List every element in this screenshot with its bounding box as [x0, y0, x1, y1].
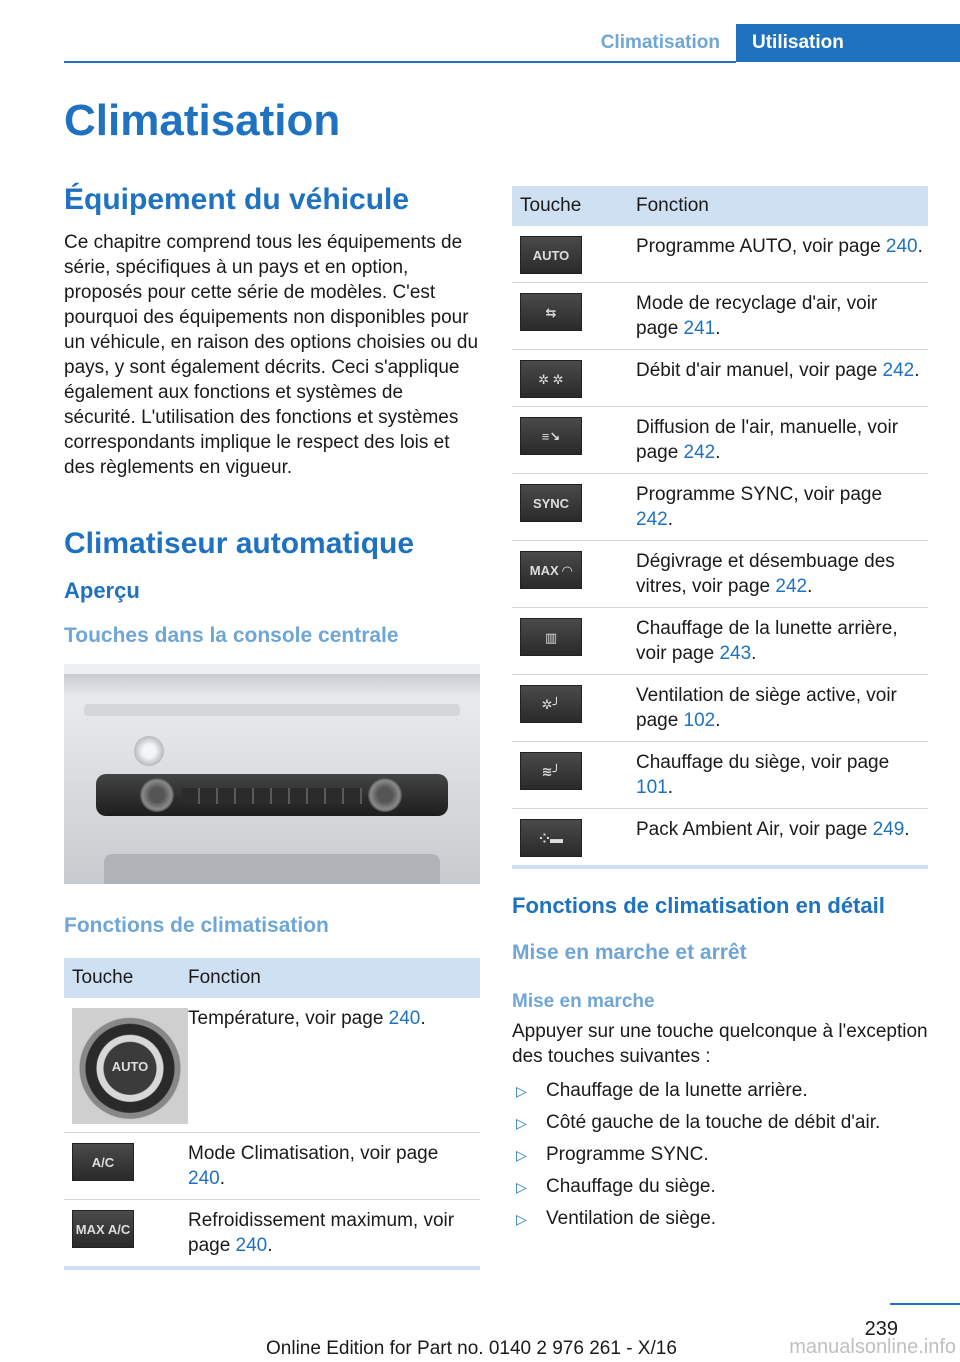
table-row: ▥ Chauffage de la lunette arrière, voir page 243. [512, 608, 928, 675]
ac-key-icon: A/C [72, 1143, 134, 1181]
page-link[interactable]: 242 [683, 442, 716, 463]
table-end-rule [512, 865, 928, 869]
left-column [64, 180, 480, 1270]
triangle-bullet-icon: ▷ [516, 1179, 527, 1195]
onoff-heading: Mise en marche et arrêt [512, 941, 747, 964]
detail-heading: Fonctions de climatisation en détail [512, 893, 885, 918]
list-item: ▷ Programme SYNC. [512, 1139, 928, 1171]
table-row: ✲ ✲ Débit d'air manuel, voir page 242. [512, 350, 928, 407]
triangle-bullet-icon: ▷ [516, 1083, 527, 1099]
table-row: A/C Mode Climatisation, voir page 240. [64, 1133, 480, 1200]
page-link[interactable]: 242 [636, 509, 668, 530]
fan-key-icon: ✲ ✲ [520, 360, 582, 398]
exception-list [512, 1075, 928, 1235]
page-title: Climatisation [64, 96, 341, 145]
functions-heading: Fonctions de climatisation [64, 914, 329, 937]
table-row: ⁘▬ Pack Ambient Air, voir page 249. [512, 809, 928, 866]
header-rule [64, 61, 736, 63]
table-row: ≡↘ Diffusion de l'air, manuelle, voir page 242. [512, 407, 928, 474]
page-link[interactable]: 243 [719, 643, 752, 664]
page-link[interactable]: 242 [775, 576, 808, 597]
recirculation-key-icon: ⇆ [520, 293, 582, 331]
tab-section: Climatisation [600, 32, 720, 53]
tab-chapter: Utilisation [736, 24, 960, 62]
table-row: ⇆ Mode de recyclage d'air, voir page 241. [512, 283, 928, 350]
page-link[interactable]: 241 [683, 318, 716, 339]
console-keys-heading: Touches dans la console centrale [64, 624, 399, 647]
triangle-bullet-icon: ▷ [516, 1211, 527, 1227]
page-link[interactable]: 249 [872, 819, 905, 840]
sync-key-icon: SYNC [520, 484, 582, 522]
page-link[interactable]: 240 [885, 236, 918, 257]
table-row: MAX A/C Refroidissement maximum, voir page 240. [64, 1200, 480, 1267]
table-row: ≋╯ Chauffage du siège, voir page 101. [512, 742, 928, 809]
col-header-key: Touche [64, 958, 188, 998]
apercu-heading: Aperçu [64, 578, 140, 603]
ambient-air-key-icon: ⁘▬ [520, 819, 582, 857]
table-end-rule [64, 1266, 480, 1270]
right-column [512, 186, 928, 1235]
console-photo [64, 664, 480, 884]
table-row: AUTO Température, voir page 240. [64, 998, 480, 1133]
triangle-bullet-icon: ▷ [516, 1147, 527, 1163]
seat-ventilation-key-icon: ✲╯ [520, 685, 582, 723]
rear-window-heating-key-icon: ▥ [520, 618, 582, 656]
air-distribution-key-icon: ≡↘ [520, 417, 582, 455]
equipment-heading: Équipement du véhicule [64, 183, 410, 216]
auto-key-icon: AUTO [520, 236, 582, 274]
page-link[interactable]: 240 [388, 1008, 421, 1029]
list-item: ▷ Côté gauche de la touche de débit d'air. [512, 1107, 928, 1139]
table-row: ✲╯ Ventilation de siège active, voir page 102. [512, 675, 928, 742]
footer-rule [890, 1303, 960, 1305]
page-number: 239 [864, 1318, 898, 1340]
equipment-text: Ce chapitre comprend tous les équipements de série, spécifiques à un pays et en option, proposés pour cette série de modèles. C'est pourquoi des équipements non disponibles pour un véhicule, en raison des options choisies ou du pays, y sont également décrits. Ceci s'applique également aux fonctions et systèmes de sécurité. L'utilisation des fonctions et systèmes correspondants implique le respect des lois et des règlements en vigueur. [64, 232, 479, 478]
triangle-bullet-icon: ▷ [516, 1115, 527, 1131]
seat-heating-key-icon: ≋╯ [520, 752, 582, 790]
watermark: manualsonline.info [789, 1336, 956, 1358]
page-link[interactable]: 242 [882, 360, 915, 381]
page-link[interactable]: 240 [235, 1235, 268, 1256]
list-item: ▷ Chauffage de la lunette arrière. [512, 1075, 928, 1107]
page-link[interactable]: 240 [188, 1168, 220, 1189]
col-header-function: Fonction [188, 958, 480, 998]
page-link[interactable]: 102 [683, 710, 716, 731]
climatiseur-heading: Climatiseur automatique [64, 527, 415, 560]
table-row: SYNC Programme SYNC, voir page 242. [512, 474, 928, 541]
right-functions-table [512, 186, 928, 865]
col-header-key: Touche [512, 186, 636, 226]
left-functions-table [64, 958, 480, 1266]
switch-on-text: Appuyer sur une touche quelconque à l'exception des touches suivantes : [512, 1021, 928, 1067]
col-header-function: Fonction [636, 186, 928, 226]
header-tabs [601, 24, 960, 62]
list-item: ▷ Ventilation de siège. [512, 1203, 928, 1235]
list-item: ▷ Chauffage du siège. [512, 1171, 928, 1203]
table-row: AUTO Programme AUTO, voir page 240. [512, 226, 928, 283]
switch-on-heading: Mise en marche [512, 991, 655, 1012]
edition-note: Online Edition for Part no. 0140 2 976 261 - X/16 [266, 1338, 677, 1359]
table-row: MAX ◠ Dégivrage et désembuage des vitres, voir page 242. [512, 541, 928, 608]
max-ac-key-icon: MAX A/C [72, 1210, 134, 1248]
defrost-key-icon: MAX ◠ [520, 551, 582, 589]
temperature-knob-icon: AUTO [72, 1008, 188, 1124]
page-link[interactable]: 101 [636, 777, 668, 798]
